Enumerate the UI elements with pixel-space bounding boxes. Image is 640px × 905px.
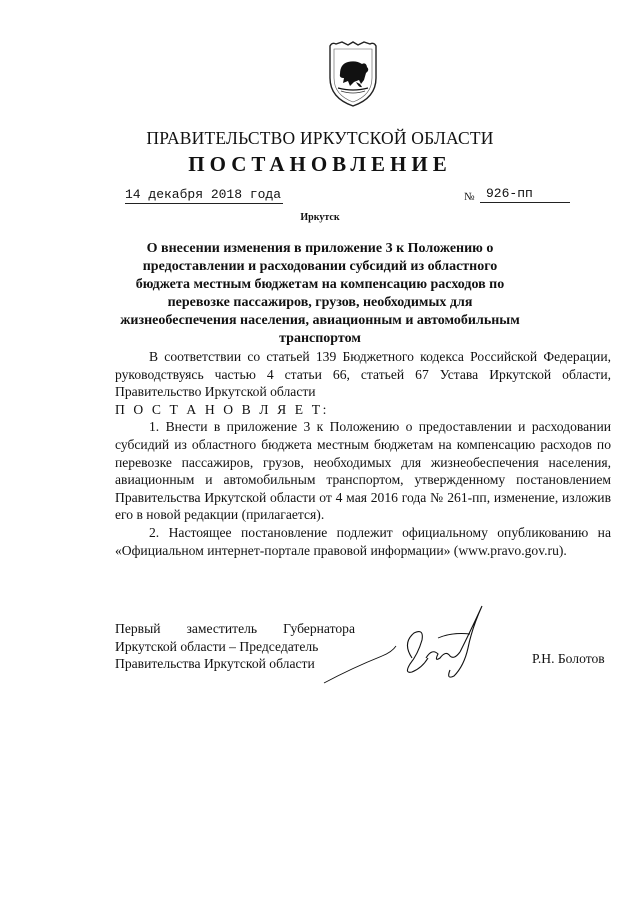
government-name: ПРАВИТЕЛЬСТВО ИРКУТСКОЙ ОБЛАСТИ	[146, 128, 494, 148]
document-body	[115, 348, 611, 559]
signer-position-line-3: Правительства Иркутской области	[115, 656, 315, 672]
signer-name: Р.Н. Болотов	[532, 651, 605, 666]
signer-position-line-2: Иркутской области – Председатель	[115, 638, 319, 654]
item-1-paragraph: 1. Внести в приложение 3 к Положению о предоставлении и расходовании субсидий из областного бюджета местным бюджетам на компенсацию расходов по перевозке пассажиров, грузов, необходимых для жизнеобеспечения населения, авиационным и автомобильным транспортом, утвержденному постановлением Правительства Иркутской области от 4 мая 2016 года № 261-пп, изменение, изложив его в новой редакции (прилагается).	[115, 419, 611, 523]
resolves-heading: П О С Т А Н О В Л Я Е Т:	[115, 401, 329, 417]
signer-position-line-1	[115, 620, 355, 638]
document-type: ПОСТАНОВЛЕНИЕ	[188, 152, 452, 176]
preamble-paragraph: В соответствии со статьей 139 Бюджетного кодекса Российской Федерации, руководствуясь частью 4 статьи 66, статьей 67 Устава Иркутской области, Правительство Иркутской области	[115, 349, 611, 400]
signer-word-3: Губернатора	[283, 621, 355, 636]
number-sign: №	[464, 191, 475, 203]
city-name: Иркутск	[300, 212, 340, 223]
document-date: 14 декабря 2018 года	[125, 187, 282, 202]
signer-position	[115, 620, 355, 673]
coat-of-arms-icon	[326, 40, 380, 108]
document-title: О внесении изменения в приложение 3 к Положению о предоставлении и расходовании субсидий из областного бюджета местным бюджетам на компенсацию расходов по перевозке пассажиров, грузов, необходимых для жизнеобеспечения населения, авиационным и автомобильным транспортом	[120, 241, 520, 346]
document-number: 926-пп	[480, 186, 570, 203]
signer-word-2: заместитель	[186, 621, 258, 636]
handwritten-signature-icon	[322, 598, 492, 688]
item-2-paragraph: 2. Настоящее постановление подлежит официальному опубликованию на «Официальном интернет-портале правовой информации» (www.pravo.gov.ru).	[115, 524, 611, 558]
signer-word-1: Первый	[115, 621, 161, 636]
